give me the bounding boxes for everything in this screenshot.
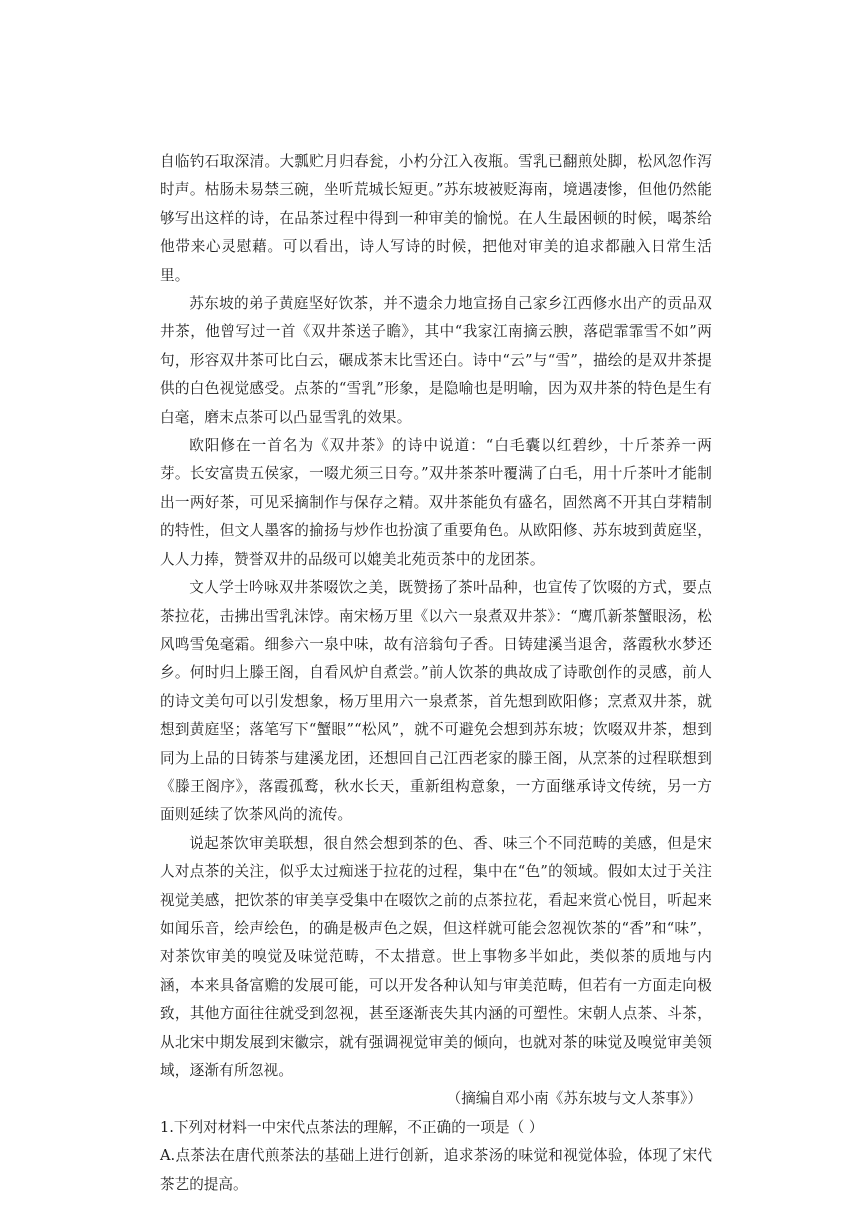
question-1: 1.下列对材料一中宋代点茶法的理解，不正确的一项是（ ） xyxy=(160,1118,544,1136)
document-page xyxy=(160,148,712,1199)
paragraph-3: 欧阳修在一首名为《双井茶》的诗中说道：“白毛囊以红碧纱，十斤茶养一两芽。长安富贵五侯家，一啜尤须三日夸。”双井茶茶叶覆满了白毛，用十斤茶叶才能制出一两好茶，可见采摘制作与保存之精。双井茶能负有盛名，固然离不开其白芽精制的特性，但文人墨客的揄扬与炒作也扮演了重要角色。从欧阳修、苏东坡到黄庭坚，人人力捧，赞誉双井的品级可以媲美北苑贡茶中的龙团茶。 xyxy=(160,437,712,568)
option-a: A.点茶法在唐代煎茶法的基础上进行创新，追求茶汤的味觉和视觉体验，体现了宋代茶艺的提高。 xyxy=(160,1147,712,1193)
paragraph-2: 苏东坡的弟子黄庭坚好饮茶，并不遗余力地宣扬自己家乡江西修水出产的贡品双井茶，他曾写过一首《双井茶送子瞻》，其中“我家江南摘云腴，落硙霏霏雪不如”两句，形容双井茶可比白云，碾成茶末比雪还白。诗中“云”与“雪”，描绘的是双井茶提供的白色视觉感受。点茶的“雪乳”形象，是隐喻也是明喻，因为双井茶的特色是生有白毫，磨末点茶可以凸显雪乳的效果。 xyxy=(160,295,712,426)
source-citation: （摘编自邓小南《苏东坡与文人茶事》） xyxy=(446,1090,702,1108)
paragraph-5: 说起茶饮审美联想，很自然会想到茶的色、香、味三个不同范畴的美感，但是宋人对点茶的关注，似乎太过痴迷于拉花的过程，集中在“色”的领域。假如太过于关注视觉美感，把饮茶的审美享受集中在啜饮之前的点茶拉花，看起来赏心悦目，听起来如闻乐音，绘声绘色，的确是极声色之娱，但这样就可能会忽视饮茶的“香”和“味”，对茶饮审美的嗅觉及味觉范畴，不太措意。世上事物多半如此，类似茶的质地与内涵，本来具备富赡的发展可能，可以开发各种认知与审美范畴，但若有一方面走向极致，其他方面往往就受到忽视，甚至逐渐丧失其内涵的可塑性。宋朝人点茶、斗茶，从北宋中期发展到宋徽宗，就有强调视觉审美的倾向，也就对茶的味觉及嗅觉审美领域，逐渐有所忽视。 xyxy=(160,834,712,1079)
paragraph-1: 自临钓石取深清。大瓢贮月归春瓮，小杓分江入夜瓶。雪乳已翻煎处脚，松风忽作泻时声。枯肠未易禁三碗，坐听荒城长短更。”苏东坡被贬海南，境遇凄惨，但他仍然能够写出这样的诗，在品茶过程中得到一种审美的愉悦。在人生最困顿的时候，喝茶给他带来心灵慰藉。可以看出，诗人写诗的时候，把他对审美的追求都融入日常生活里。 xyxy=(160,153,712,284)
paragraph-4: 文人学士吟咏双井茶啜饮之美，既赞扬了茶叶品种，也宣传了饮啜的方式，要点茶拉花，击拂出雪乳沫饽。南宋杨万里《以六一泉煮双井茶》：“鹰爪新茶蟹眼汤，松风鸣雪兔毫霜。细参六一泉中味，故有涪翁句子香。日铸建溪当退舍，落霞秋水梦还乡。何时归上滕王阁，自看风炉自煮尝。”前人饮茶的典故成了诗歌创作的灵感，前人的诗文美句可以引发想象，杨万里用六一泉煮茶，首先想到欧阳修；烹煮双井茶，就想到黄庭坚；落笔写下“蟹眼”“松风”，就不可避免会想到苏东坡；饮啜双井茶，想到同为上品的日铸茶与建溪龙团，还想回自己江西老家的滕王阁，从烹茶的过程联想到《滕王阁序》，落霞孤鹜，秋水长天，重新组构意象，一方面继承诗文传统，另一方面则延续了饮茶风尚的流传。 xyxy=(160,579,712,824)
